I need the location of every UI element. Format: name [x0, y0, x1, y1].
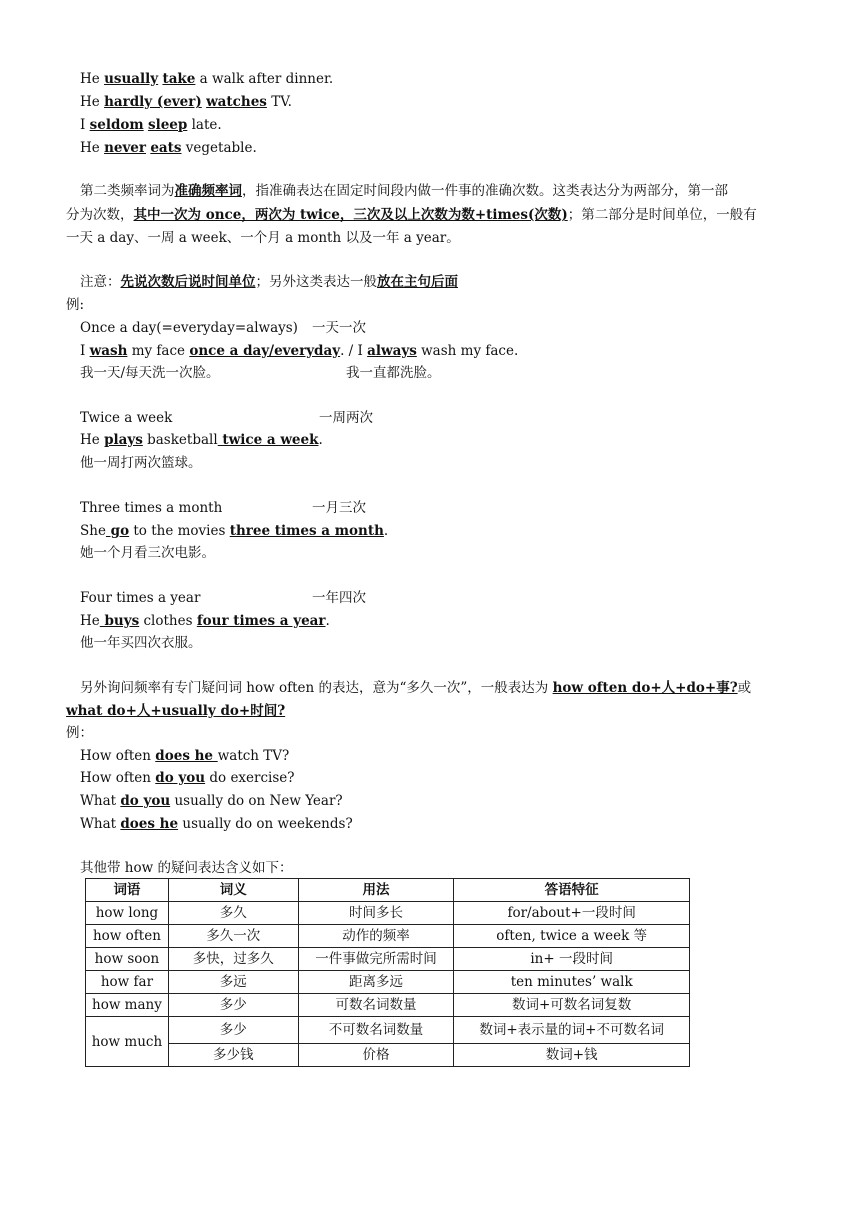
- table-cell: 多远: [168, 971, 298, 994]
- table-cell: 数词+钱: [454, 1044, 690, 1067]
- phrase-translation: 一月三次: [312, 500, 366, 516]
- table-cell: 多少: [168, 1017, 298, 1044]
- table-header-cell: 用法: [298, 879, 454, 902]
- table-cell: 多久一次: [168, 925, 298, 948]
- paragraph-line: 第二类频率词为准确频率词，指准确表达在固定时间段内做一件事的准确次数。这类表达分为两部分，第一部: [80, 183, 728, 199]
- table-cell: 多久: [168, 902, 298, 925]
- table-cell: how much: [86, 1017, 169, 1067]
- phrase: Three times a month: [80, 500, 223, 516]
- paragraph-line: 另外询问频率有专门疑问词 how often 的表达，意为“多久一次”，一般表达为 how often do+人+do+事?或: [80, 680, 752, 696]
- example-sentence: He hardly (ever) watches TV.: [80, 94, 292, 110]
- example-sentence: He never eats vegetable.: [80, 140, 257, 156]
- sentence-translation: 我一天/每天洗一次脸。: [80, 365, 220, 381]
- table-cell: for/about+一段时间: [454, 902, 690, 925]
- table-cell: how soon: [86, 948, 169, 971]
- table-cell: 不可数名词数量: [298, 1017, 454, 1044]
- table-row: [86, 971, 690, 994]
- table-cell: 一件事做完所需时间: [298, 948, 454, 971]
- how-questions-table: [85, 878, 690, 1067]
- table-cell: how often: [86, 925, 169, 948]
- table-cell: how long: [86, 902, 169, 925]
- phrase: Four times a year: [80, 590, 201, 606]
- table-header-cell: 答语特征: [454, 879, 690, 902]
- example-sentence: He plays basketball twice a week.: [80, 432, 323, 448]
- table-row: [86, 994, 690, 1017]
- table-cell: in+ 一段时间: [454, 948, 690, 971]
- table-cell: 多快，过多久: [168, 948, 298, 971]
- example-label: 例:: [66, 297, 85, 313]
- example-sentence: She go to the movies three times a month.: [80, 523, 389, 539]
- example-sentence: I wash my face once a day/everyday. / I always wash my face.: [80, 343, 519, 359]
- table-header-cell: 词语: [86, 879, 169, 902]
- question-example: What does he usually do on weekends?: [80, 816, 353, 832]
- table-row: [86, 925, 690, 948]
- sentence-translation: 他一周打两次篮球。: [80, 455, 202, 471]
- example-label: 例：: [66, 725, 93, 741]
- table-cell: often, twice a week 等: [454, 925, 690, 948]
- table-row: [86, 948, 690, 971]
- sentence-translation: 她一个月看三次电影。: [80, 545, 215, 561]
- phrase-translation: 一天一次: [312, 320, 366, 336]
- paragraph-line: 一天 a day、一周 a week、一个月 a month 以及一年 a year。: [66, 230, 460, 246]
- phrase-translation: 一年四次: [312, 590, 366, 606]
- question-example: How often do you do exercise?: [80, 770, 295, 786]
- question-example: What do you usually do on New Year?: [80, 793, 343, 809]
- phrase-translation: 一周两次: [319, 410, 373, 426]
- table-cell: how many: [86, 994, 169, 1017]
- table-cell: 多少钱: [168, 1044, 298, 1067]
- table-cell: 多少: [168, 994, 298, 1017]
- table-cell: how far: [86, 971, 169, 994]
- note-line: 注意：先说次数后说时间单位；另外这类表达一般放在主句后面: [80, 274, 458, 290]
- table-cell: 距离多远: [298, 971, 454, 994]
- table-cell: 动作的频率: [298, 925, 454, 948]
- example-sentence: He usually take a walk after dinner.: [80, 71, 334, 87]
- sentence-translation: 我一直都洗脸。: [346, 365, 441, 381]
- table-cell: 价格: [298, 1044, 454, 1067]
- table-cell: 时间多长: [298, 902, 454, 925]
- phrase: Once a day(=everyday=always): [80, 320, 298, 336]
- table-header-cell: 词义: [168, 879, 298, 902]
- table-row: [86, 1017, 690, 1044]
- table-row: [86, 1044, 690, 1067]
- table-cell: 可数名词数量: [298, 994, 454, 1017]
- table-intro: 其他带 how 的疑问表达含义如下：: [80, 860, 293, 876]
- question-example: How often does he watch TV?: [80, 748, 290, 764]
- example-sentence: I seldom sleep late.: [80, 117, 222, 133]
- paragraph-line: 分为次数，其中一次为 once，两次为 twice，三次及以上次数为数+times(次数)；第二部分是时间单位，一般有: [66, 207, 757, 223]
- table-cell: ten minutes’ walk: [454, 971, 690, 994]
- example-sentence: He buys clothes four times a year.: [80, 613, 330, 629]
- sentence-translation: 他一年买四次衣服。: [80, 635, 202, 651]
- paragraph-line: what do+人+usually do+时间?: [66, 703, 286, 719]
- table-cell: 数词+表示量的词+不可数名词: [454, 1017, 690, 1044]
- table-cell: 数词+可数名词复数: [454, 994, 690, 1017]
- phrase: Twice a week: [80, 410, 173, 426]
- table-row: [86, 902, 690, 925]
- table-header-row: [86, 879, 690, 902]
